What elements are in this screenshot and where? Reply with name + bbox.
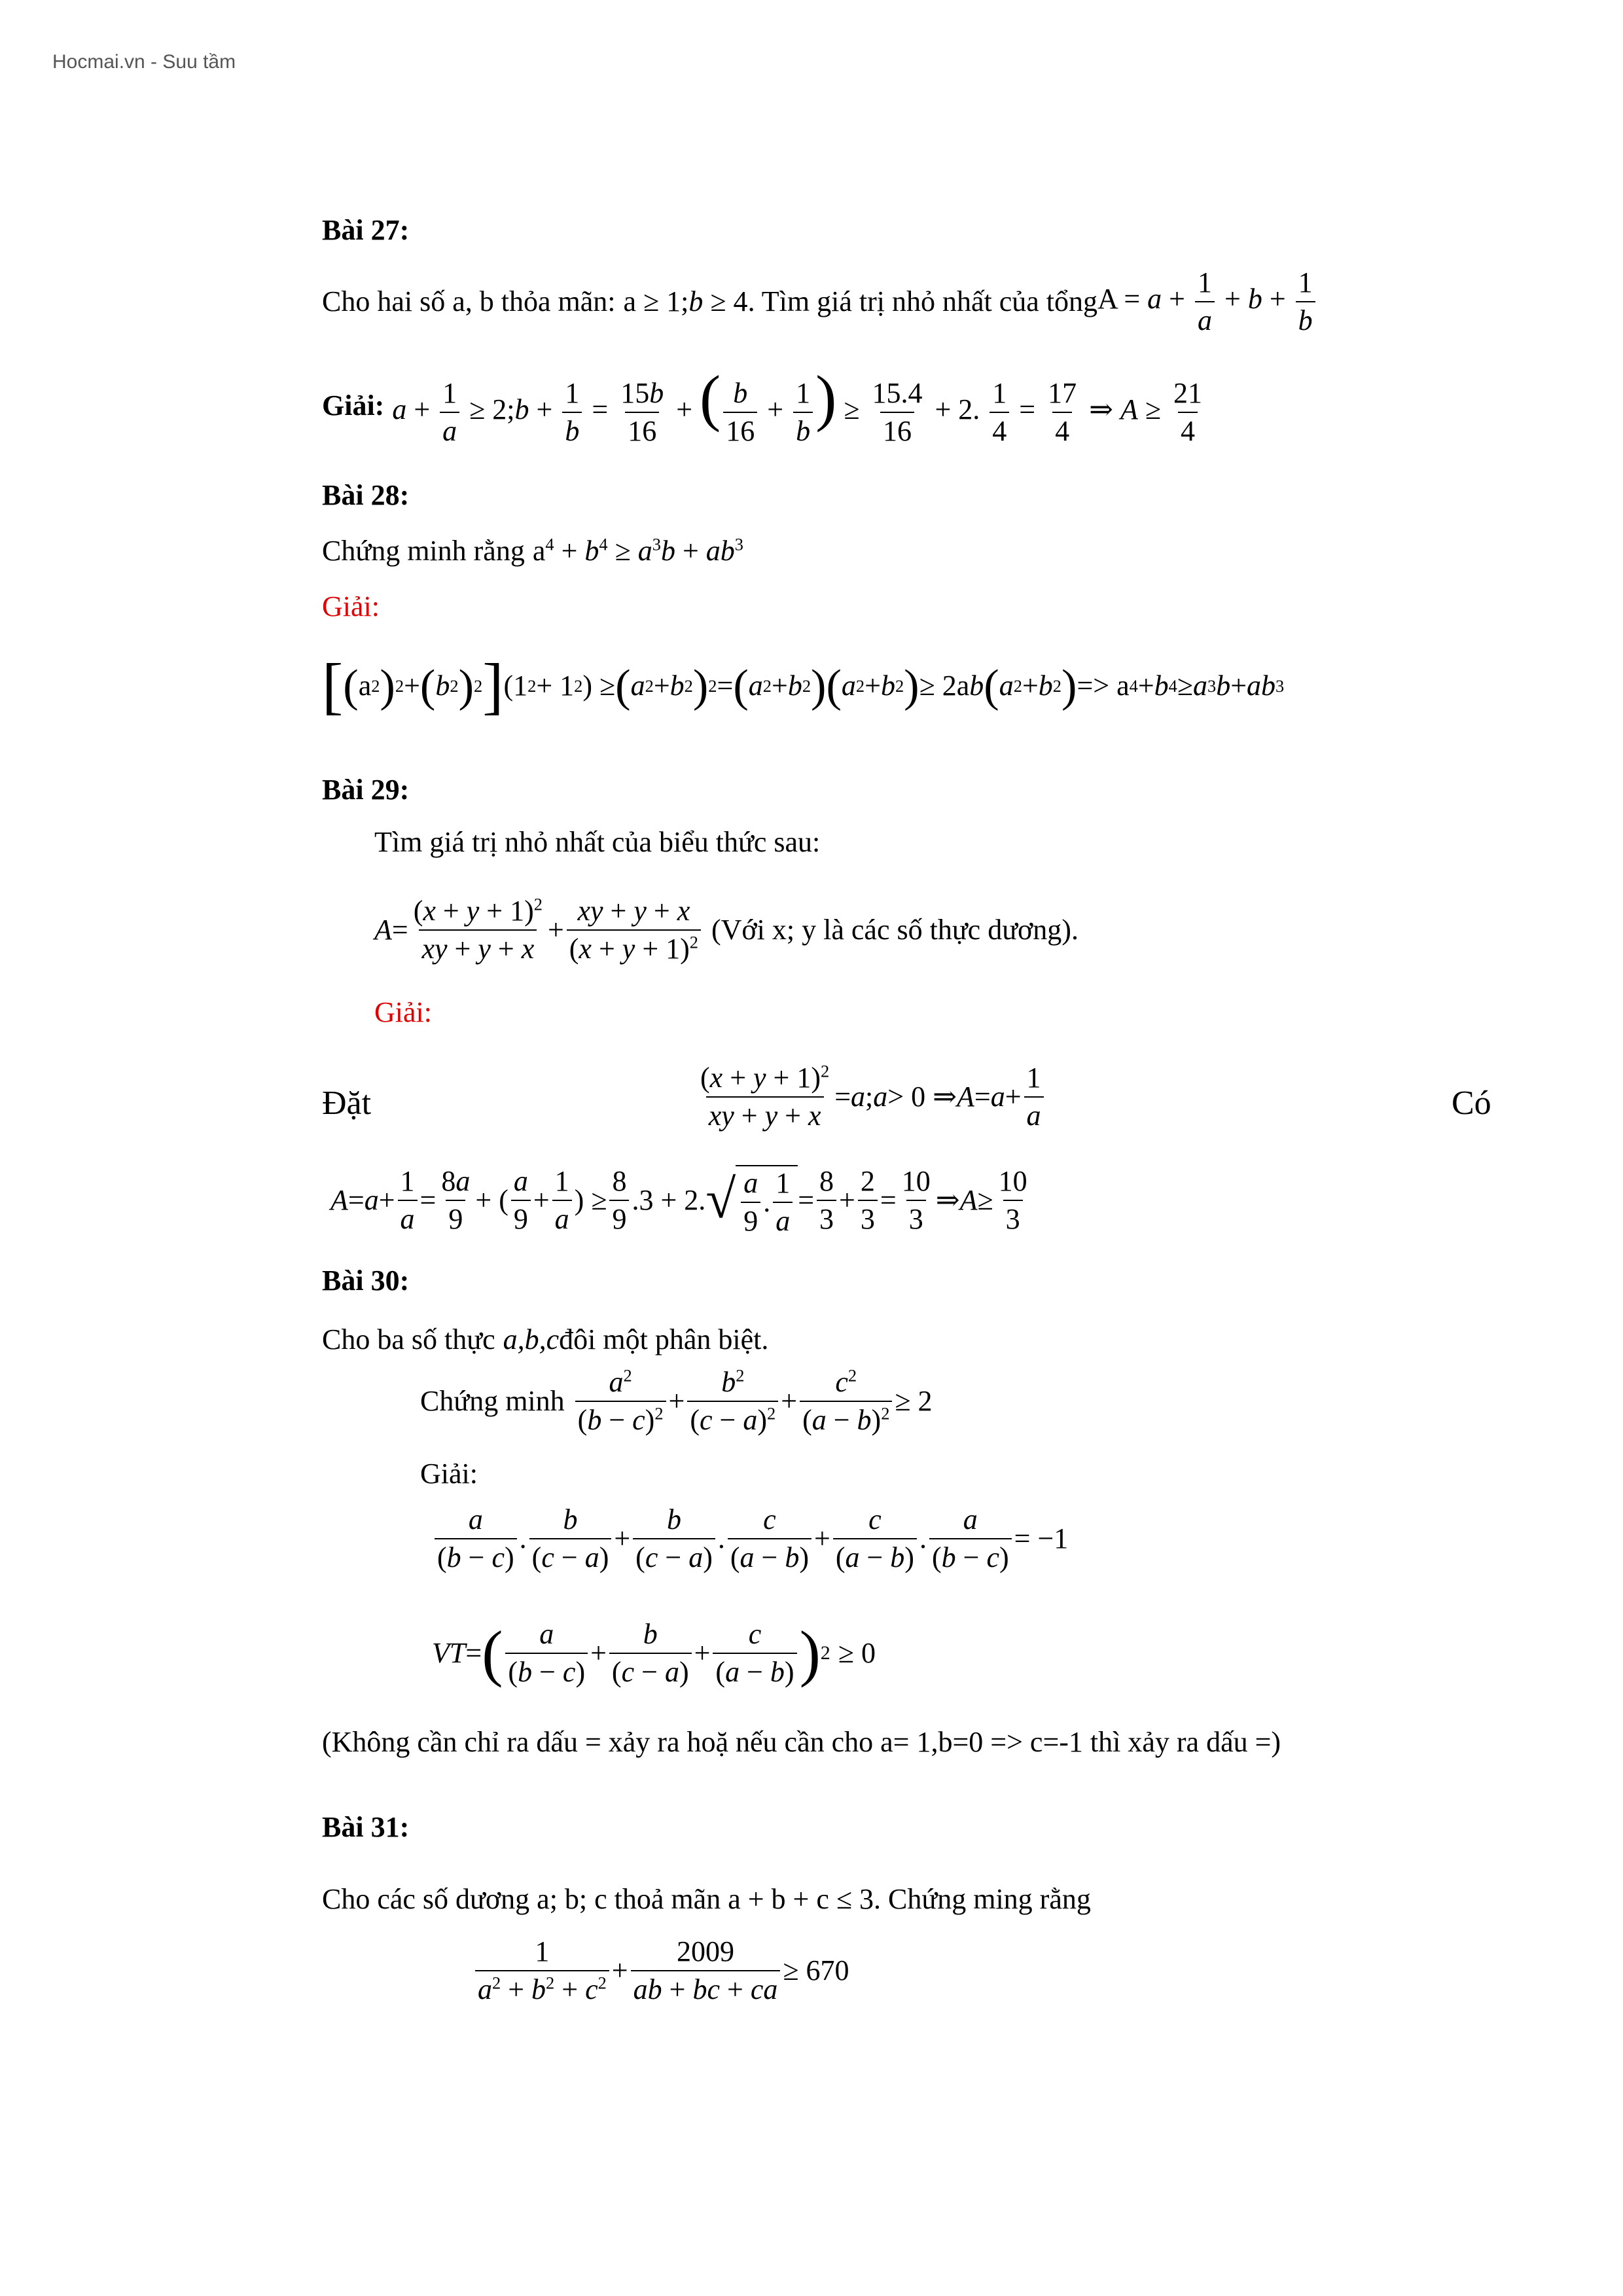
bai31-prompt: Cho các số dương a; b; c thoả mãn a + b + c ≤ 3. Chứng ming rằng bbox=[322, 1883, 1091, 1915]
bai28-problem bbox=[322, 534, 743, 567]
bai30-title: Bài 30: bbox=[322, 1265, 410, 1297]
bai27-solution-math: a + $\frac{1}{a}$ ≥ 2;b + $\frac{1}{b}$ = $\frac{15b}{16}$ + ( $\frac{b}{16}$ + $\frac{1}{b}$ ) ≥ $\frac{15.4}{16}$ + 2. $\frac{1}{4}$ = $\frac{17}{4}$ ⇒ A ≥ $\frac{21}{4}$ bbox=[392, 363, 1203, 447]
bai28-inequality: $a^4 + b^4 \ge a^3b + ab^3$ bbox=[532, 534, 743, 567]
bai30-vars: a,b,c bbox=[503, 1323, 560, 1355]
bai29-solution-math: A = a + $\frac{1}{a}$ = $\frac{8a}{9}$ + ( $\frac{a}{9}$ + $\frac{1}{a}$ ) ≥ $\frac{8}{9}$ .3 + 2. √ $\frac{a}{9}$ . $\frac{1}{a}$ = $\frac{8}{3}$ + $\frac{2}{3}$ = $\frac{10}{3}$ ⇒ A ≥ $\frac{10}{3}$ bbox=[330, 1165, 1027, 1237]
bai31-inequality: $\frac{1}{a^2 + b^2 + c^2}$ + $\frac{2009}{ab + bc + ca}$ ≥ 670 bbox=[473, 1937, 849, 2004]
bai27-prompt2: . Tìm giá trị nhỏ nhất của tổng bbox=[747, 285, 1097, 317]
bai29-dat: Đặt bbox=[322, 1085, 372, 1122]
bai31-title: Bài 31: bbox=[322, 1811, 410, 1843]
bai30-prompt: Cho ba số thực bbox=[322, 1323, 495, 1355]
bai27-expression: A = a + $\frac{1}{a}$ + b + $\frac{1}{b}$ bbox=[1097, 268, 1318, 335]
bai27-condition: a ≥ 1;b ≥ 4 bbox=[623, 285, 748, 317]
bai30-prove: Chứng minh bbox=[420, 1385, 565, 1417]
bai27-prompt: Cho hai số a, b thỏa mãn: bbox=[322, 285, 616, 317]
bai28-title: Bài 28: bbox=[322, 479, 410, 511]
bai28-solution-math: [ ( a 2 ) 2 + ( b 2 ) 2 ] (1 2 + 1 2 ) ≥ ( a 2 + b 2 ) 2 = ( a 2 + b 2 ) ( a 2 + b 2 ) ≥ 2a b ( a 2 + b 2 ) => a 4 + b 4 ≥ a 3 b + ab 3 bbox=[322, 651, 1285, 721]
bai27-title: Bài 27: bbox=[322, 214, 410, 246]
bai29-prompt: Tìm giá trị nhỏ nhất của biểu thức sau: bbox=[374, 826, 821, 858]
bai28-solution-label: Giải: bbox=[322, 590, 380, 622]
page-header: Hocmai.vn - Suu tầm bbox=[52, 51, 236, 73]
bai30-remark: (Không cần chỉ ra dấu = xảy ra hoặ nếu cần cho a= 1,b=0 => c=-1 thì xảy ra dấu =) bbox=[322, 1726, 1281, 1758]
bai30-solution-label: Giải: bbox=[420, 1458, 478, 1490]
bai27-solution-label: Giải: bbox=[322, 389, 385, 422]
bai27-problem bbox=[322, 268, 1318, 335]
bai30-problem bbox=[322, 1325, 768, 1354]
bai30-identity: $\frac{a}{(b - c)}$ . $\frac{b}{(c - a)}$ + $\frac{b}{(c - a)}$ . $\frac{c}{(a - b)}$ + $\frac{c}{(a - b)}$ . $\frac{a}{(b - c)}$ = −1 bbox=[432, 1505, 1068, 1572]
bai28-prompt: Chứng minh rằng bbox=[322, 535, 525, 567]
bai27-solution bbox=[322, 363, 1207, 447]
bai29-note: (Với x; y là các số thực dương). bbox=[711, 914, 1079, 946]
bai29-expression: A = $\frac{(x + y + 1)^2}{xy + y + x}$ + $\frac{xy + y + x}{(x + y + 1)^2}$ (Với x; y là các số thực dương). bbox=[374, 894, 1079, 965]
bai29-substitution: $\frac{(x + y + 1)^2}{xy + y + x}$ = a ; a > 0 ⇒ A = a + $\frac{1}{a}$ bbox=[695, 1064, 1046, 1130]
bai29-title: Bài 29: bbox=[322, 774, 410, 806]
bai30-prompt2: đôi một phân biệt. bbox=[559, 1323, 769, 1355]
bai30-claim: Chứng minh $\frac{a^2}{(b - c)^2}$ + $\frac{b^2}{(c - a)^2}$ + $\frac{c^2}{(a - b)^2}$ ≥ 2 bbox=[420, 1365, 933, 1436]
bai29-co: Có bbox=[1452, 1085, 1491, 1122]
bai29-solution-label: Giải: bbox=[374, 996, 432, 1028]
bai30-vt: VT = ( $\frac{a}{(b - c)}$ + $\frac{b}{(c - a)}$ + $\frac{c}{(a - b)}$ ) 2 ≥ 0 bbox=[432, 1617, 876, 1688]
